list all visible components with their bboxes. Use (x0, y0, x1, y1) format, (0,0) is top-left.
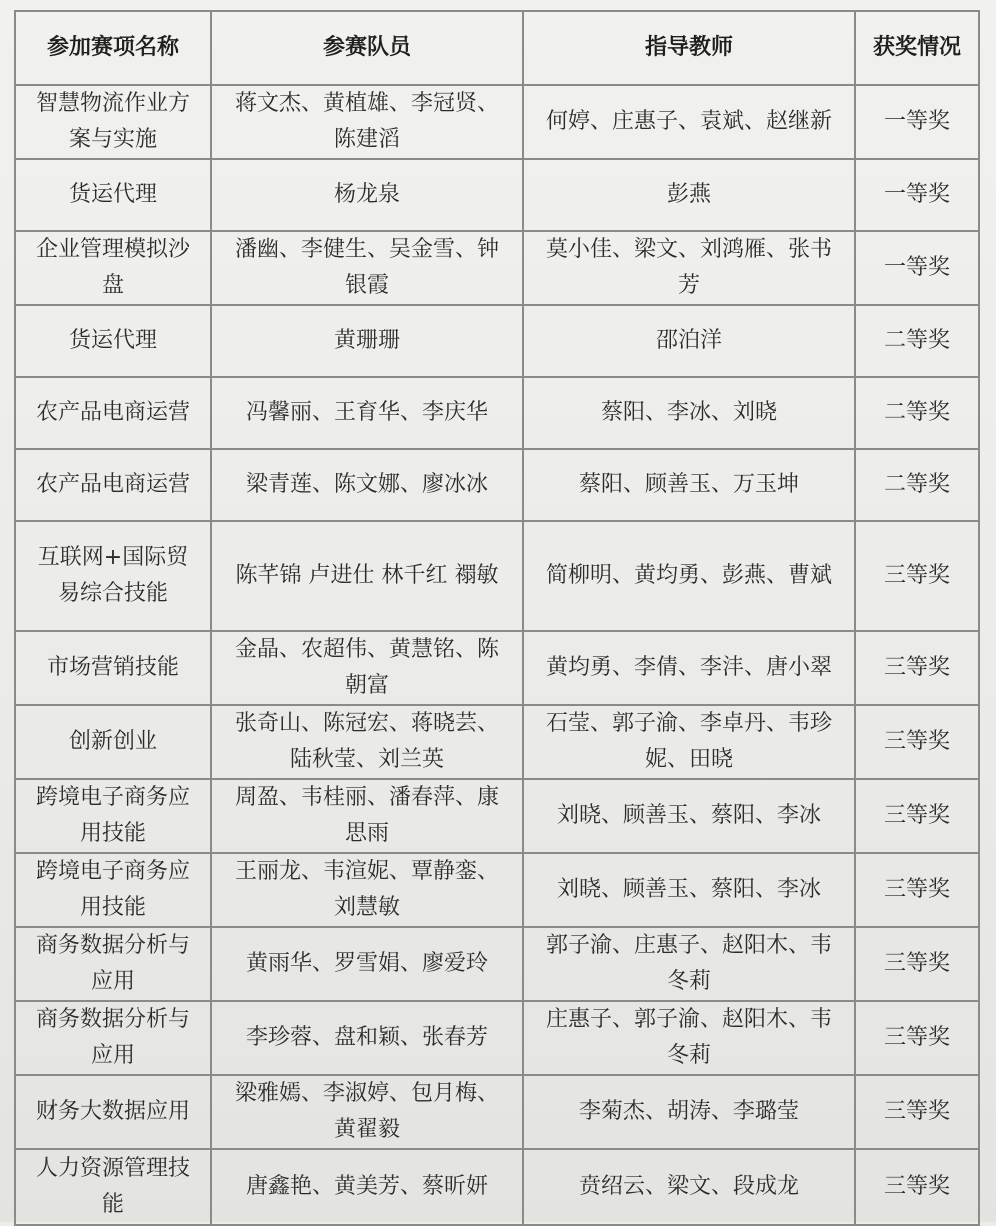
members-cell: 唐鑫艳、黄美芳、蔡昕妍 (211, 1149, 523, 1225)
event-cell: 跨境电子商务应用技能 (15, 779, 211, 853)
award-cell: 三等奖 (855, 1001, 979, 1075)
header-event: 参加赛项名称 (15, 11, 211, 85)
table-row (15, 521, 979, 631)
teachers-cell: 石莹、郭子渝、李卓丹、韦珍妮、田晓 (523, 705, 855, 779)
event-cell: 货运代理 (15, 159, 211, 231)
members-cell: 周盈、韦桂丽、潘春萍、康思雨 (211, 779, 523, 853)
table-row (15, 1075, 979, 1149)
event-cell: 互联网+国际贸易综合技能 (15, 521, 211, 631)
event-cell: 农产品电商运营 (15, 377, 211, 449)
event-cell: 人力资源管理技能 (15, 1149, 211, 1225)
event-cell: 企业管理模拟沙盘 (15, 231, 211, 305)
award-cell: 二等奖 (855, 377, 979, 449)
event-cell: 智慧物流作业方案与实施 (15, 85, 211, 159)
award-cell: 三等奖 (855, 1149, 979, 1225)
members-cell: 李珍蓉、盘和颖、张春芳 (211, 1001, 523, 1075)
table-row (15, 705, 979, 779)
teachers-cell: 刘晓、顾善玉、蔡阳、李冰 (523, 779, 855, 853)
table-row (15, 159, 979, 231)
members-cell: 张奇山、陈冠宏、蒋晓芸、陆秋莹、刘兰英 (211, 705, 523, 779)
teachers-cell: 彭燕 (523, 159, 855, 231)
teachers-cell: 郭子渝、庄惠子、赵阳木、韦冬莉 (523, 927, 855, 1001)
teachers-cell: 莫小佳、梁文、刘鸿雁、张书芳 (523, 231, 855, 305)
members-cell: 杨龙泉 (211, 159, 523, 231)
award-cell: 三等奖 (855, 705, 979, 779)
event-cell: 市场营销技能 (15, 631, 211, 705)
table-row (15, 927, 979, 1001)
table-row (15, 305, 979, 377)
event-cell: 跨境电子商务应用技能 (15, 853, 211, 927)
members-cell: 王丽龙、韦渲妮、覃静銮、刘慧敏 (211, 853, 523, 927)
teachers-cell: 简柳明、黄均勇、彭燕、曹斌 (523, 521, 855, 631)
table-row (15, 377, 979, 449)
header-row (15, 11, 979, 85)
award-cell: 二等奖 (855, 449, 979, 521)
members-cell: 潘幽、李健生、吴金雪、钟银霞 (211, 231, 523, 305)
teachers-cell: 蔡阳、顾善玉、万玉坤 (523, 449, 855, 521)
award-cell: 一等奖 (855, 159, 979, 231)
award-cell: 三等奖 (855, 1075, 979, 1149)
teachers-cell: 蔡阳、李冰、刘晓 (523, 377, 855, 449)
award-cell: 三等奖 (855, 853, 979, 927)
header-members: 参赛队员 (211, 11, 523, 85)
header-award: 获奖情况 (855, 11, 979, 85)
teachers-cell: 刘晓、顾善玉、蔡阳、李冰 (523, 853, 855, 927)
members-cell: 梁青莲、陈文娜、廖冰冰 (211, 449, 523, 521)
event-cell: 农产品电商运营 (15, 449, 211, 521)
table-row (15, 779, 979, 853)
members-cell: 蒋文杰、黄植雄、李冠贤、陈建滔 (211, 85, 523, 159)
award-cell: 二等奖 (855, 305, 979, 377)
event-cell: 货运代理 (15, 305, 211, 377)
event-cell: 商务数据分析与应用 (15, 1001, 211, 1075)
members-cell: 金晶、农超伟、黄慧铭、陈朝富 (211, 631, 523, 705)
teachers-cell: 贲绍云、梁文、段成龙 (523, 1149, 855, 1225)
table-row (15, 853, 979, 927)
award-cell: 三等奖 (855, 927, 979, 1001)
members-cell: 陈芊锦 卢进仕 林千红 禤敏 (211, 521, 523, 631)
teachers-cell: 黄均勇、李倩、李沣、唐小翠 (523, 631, 855, 705)
award-cell: 三等奖 (855, 779, 979, 853)
teachers-cell: 庄惠子、郭子渝、赵阳木、韦冬莉 (523, 1001, 855, 1075)
awards-table (14, 10, 980, 1226)
table-row (15, 231, 979, 305)
teachers-cell: 何婷、庄惠子、袁斌、赵继新 (523, 85, 855, 159)
event-cell: 财务大数据应用 (15, 1075, 211, 1149)
table-row (15, 631, 979, 705)
header-teachers: 指导教师 (523, 11, 855, 85)
members-cell: 黄珊珊 (211, 305, 523, 377)
table-row (15, 1149, 979, 1225)
award-cell: 一等奖 (855, 231, 979, 305)
award-cell: 一等奖 (855, 85, 979, 159)
members-cell: 冯馨丽、王育华、李庆华 (211, 377, 523, 449)
award-cell: 三等奖 (855, 631, 979, 705)
event-cell: 创新创业 (15, 705, 211, 779)
event-cell: 商务数据分析与应用 (15, 927, 211, 1001)
table-row (15, 1001, 979, 1075)
teachers-cell: 邵泊洋 (523, 305, 855, 377)
members-cell: 梁雅嫣、李淑婷、包月梅、黄翟毅 (211, 1075, 523, 1149)
members-cell: 黄雨华、罗雪娟、廖爱玲 (211, 927, 523, 1001)
teachers-cell: 李菊杰、胡涛、李璐莹 (523, 1075, 855, 1149)
table-row (15, 449, 979, 521)
award-cell: 三等奖 (855, 521, 979, 631)
table-row (15, 85, 979, 159)
